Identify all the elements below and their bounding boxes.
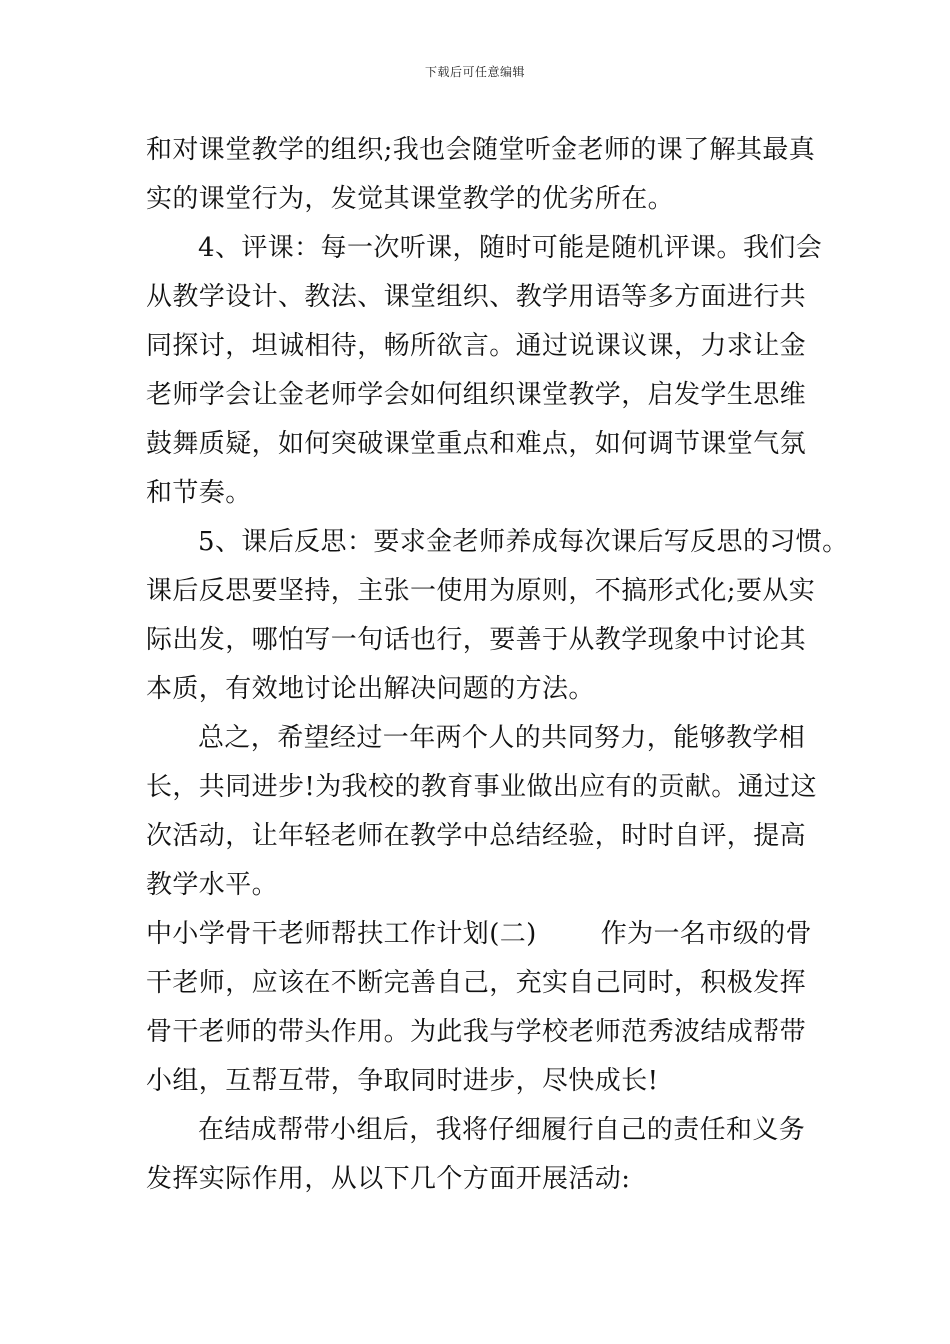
text-line: 教学水平。 — [146, 870, 279, 900]
text-line: 干老师，应该在不断完善自己，充实自己同时，积极发挥 — [146, 968, 807, 998]
text-line: 从教学设计、教法、课堂组织、教学用语等多方面进行共 — [146, 282, 807, 312]
section-title: 中小学骨干老师帮扶工作计划(二) — [146, 919, 537, 949]
text-line: 总之，希望经过一年两个人的共同努力，能够教学相 — [198, 723, 806, 753]
text-line: 际出发，哪怕写一句话也行，要善于从教学现象中讨论其 — [146, 625, 807, 655]
text-line: 课后反思要坚持，主张一使用为原则，不搞形式化;要从实 — [146, 576, 816, 606]
text-line: 老师学会让金老师学会如何组织课堂教学，启发学生思维 — [146, 380, 807, 410]
text-line: 发挥实际作用，从以下几个方面开展活动: — [146, 1164, 631, 1194]
text-line: 和对课堂教学的组织;我也会随堂听金老师的课了解其最真 — [146, 135, 816, 165]
text-line: 本质，有效地讨论出解决问题的方法。 — [146, 674, 595, 704]
paragraph-5-plan-two — [146, 910, 810, 1106]
document-body — [146, 126, 849, 1204]
paragraph-1 — [146, 126, 816, 224]
paragraph-2-review — [146, 224, 823, 518]
text-line: 骨干老师的带头作用。为此我与学校老师范秀波结成帮带 — [146, 1017, 807, 1047]
text-line: 长，共同进步!为我校的教育事业做出应有的贡献。通过这 — [146, 772, 817, 802]
text-line: 小组，互帮互带，争取同时进步，尽快成长! — [146, 1066, 659, 1096]
title-continuation: 作为一名市级的骨 — [600, 919, 812, 949]
text-line: 鼓舞质疑，如何突破课堂重点和难点，如何调节课堂气氛 — [146, 429, 807, 459]
section-title-line — [146, 910, 810, 959]
text-line: 4、评课：每一次听课，随时可能是随机评课。我们会 — [198, 233, 823, 263]
page-header: 下载后可任意编辑 — [424, 65, 525, 79]
text-line: 同探讨，坦诚相待，畅所欲言。通过说课议课，力求让金 — [146, 331, 807, 361]
paragraph-6-activities — [146, 1106, 810, 1204]
text-line: 实的课堂行为，发觉其课堂教学的优劣所在。 — [146, 184, 675, 214]
text-line: 5、课后反思：要求金老师养成每次课后写反思的习惯。 — [198, 527, 849, 557]
text-line: 和节奏。 — [146, 478, 252, 508]
text-line: 次活动，让年轻老师在教学中总结经验，时时自评，提高 — [146, 821, 807, 851]
text-line: 在结成帮带小组后，我将仔细履行自己的责任和义务 — [198, 1115, 806, 1145]
paragraph-4-summary — [146, 714, 817, 910]
paragraph-3-reflection — [146, 518, 849, 714]
